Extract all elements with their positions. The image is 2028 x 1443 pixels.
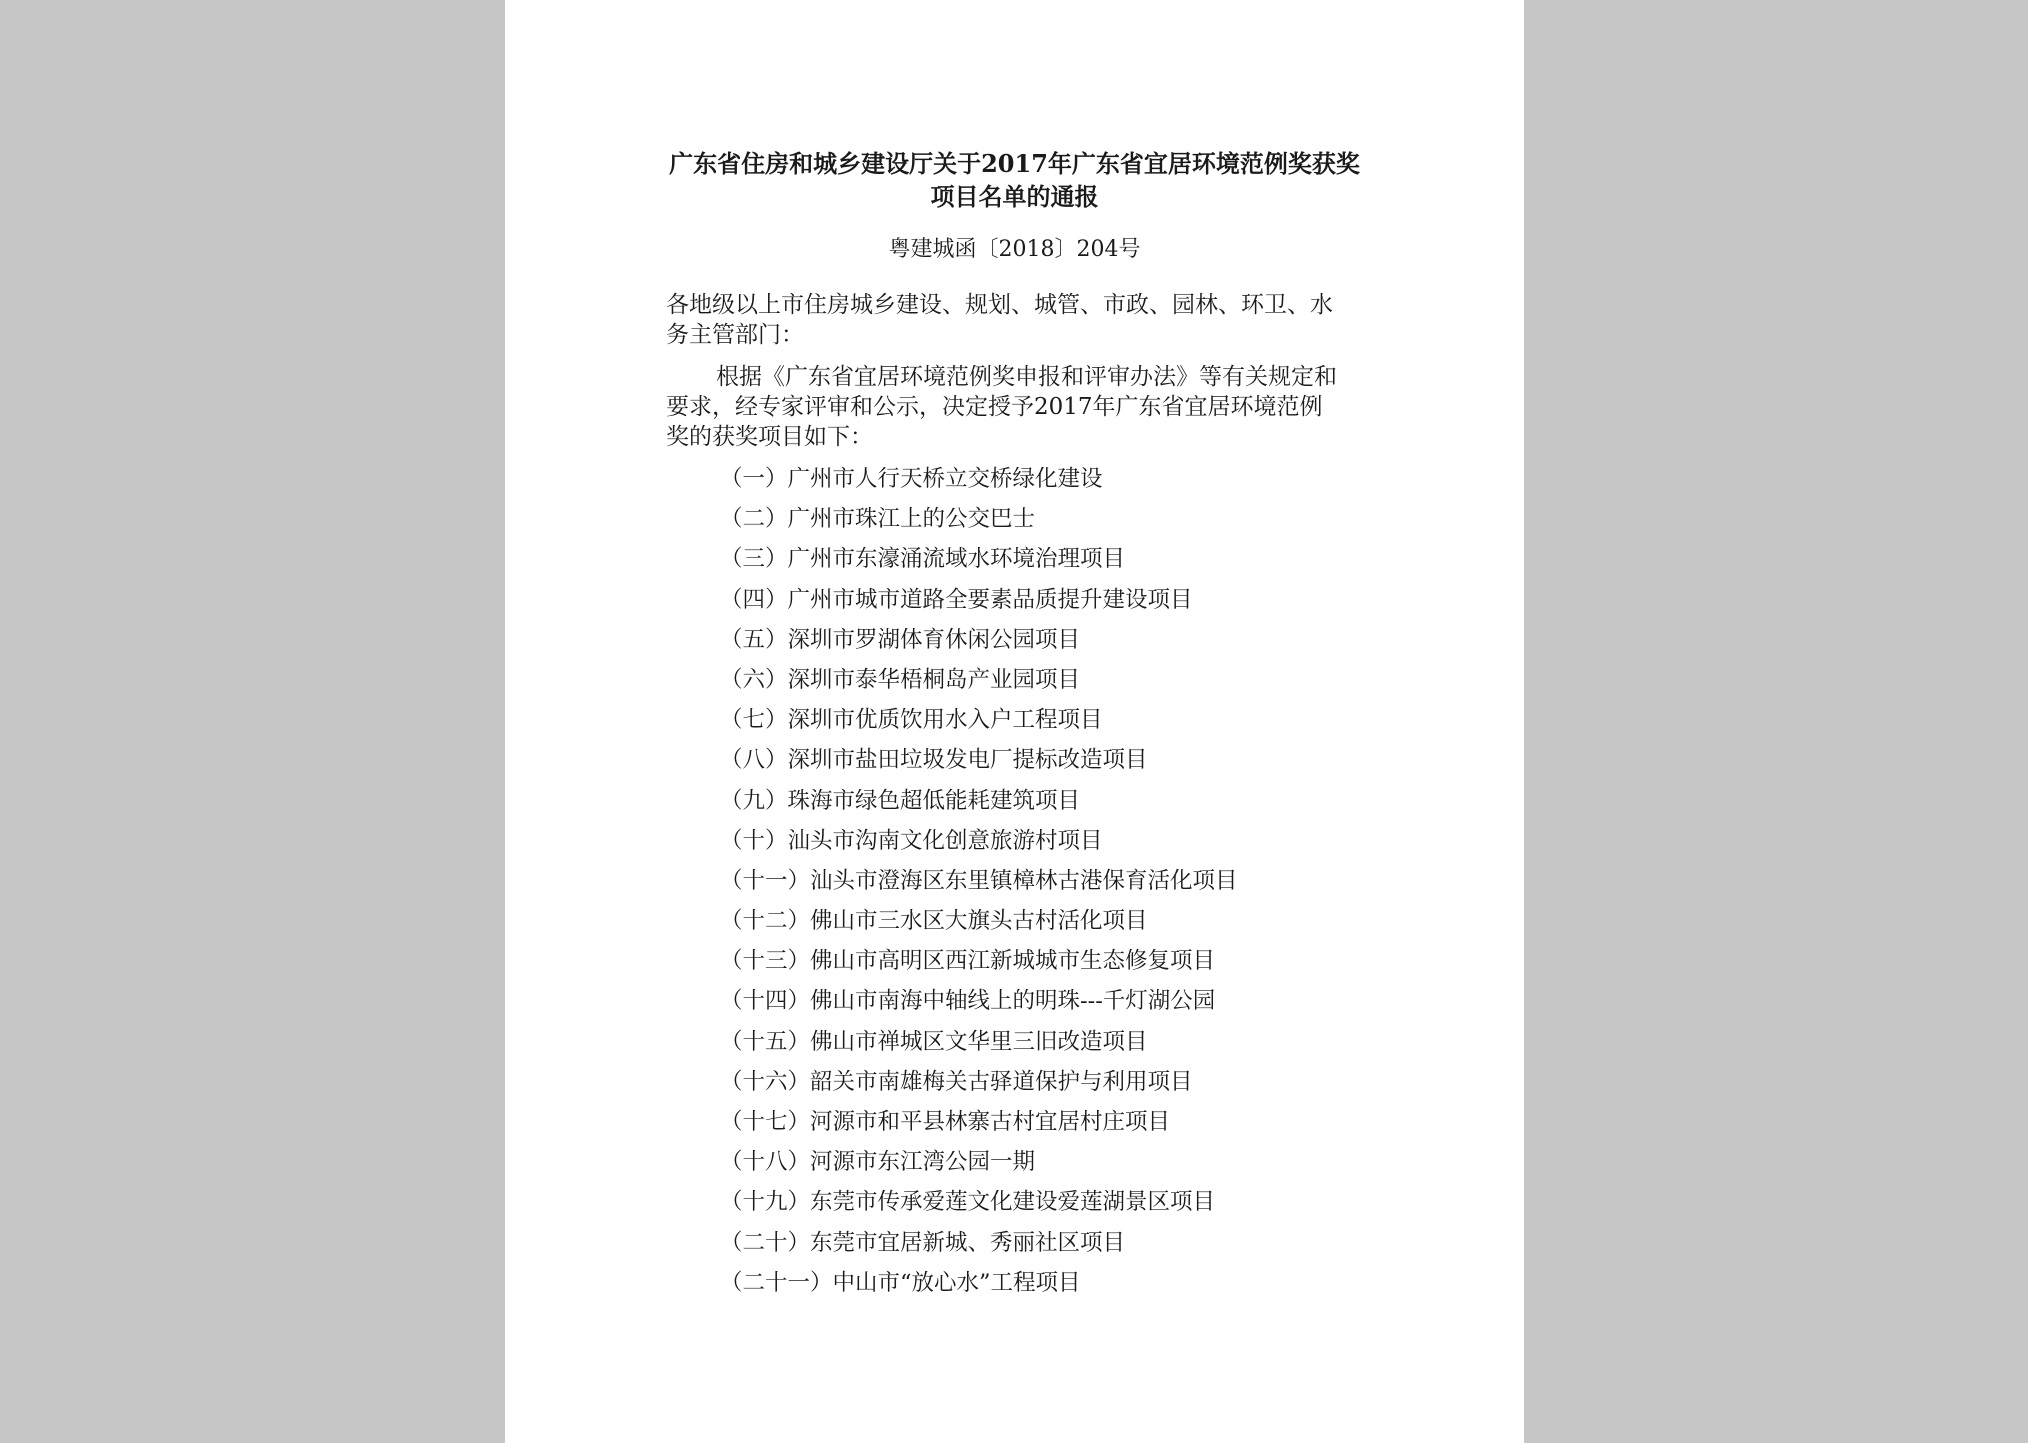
body-paragraph-line-2: 要求，经专家评审和公示，决定授予2017年广东省宜居环境范例 <box>666 394 1323 420</box>
list-item: （五）深圳市罗湖体育休闲公园项目 <box>720 626 1081 653</box>
list-item: （十九）东莞市传承爱莲文化建设爱莲湖景区项目 <box>720 1189 1216 1216</box>
body-paragraph-line-3: 奖的获奖项目如下： <box>666 424 873 450</box>
list-item: （十一）汕头市澄海区东里镇樟林古港保育活化项目 <box>720 867 1238 894</box>
award-project-list <box>720 463 1238 1307</box>
list-item: （十七）河源市和平县林寨古村宜居村庄项目 <box>720 1109 1171 1135</box>
document-title-line-1: 广东省住房和城乡建设厅关于2017年广东省宜居环境范例奖获奖 <box>669 149 1360 178</box>
document-page <box>505 0 1524 1443</box>
list-item: （十）汕头市沟南文化创意旅游村项目 <box>720 827 1103 854</box>
list-item: （十三）佛山市高明区西江新城城市生态修复项目 <box>720 948 1216 975</box>
list-item: （八）深圳市盐田垃圾发电厂提标改造项目 <box>720 747 1148 774</box>
document-number: 粤建城函〔2018〕204号 <box>888 237 1141 262</box>
list-item: （十四）佛山市南海中轴线上的明珠---千灯湖公园 <box>720 988 1216 1015</box>
list-item: （二十）东莞市宜居新城、秀丽社区项目 <box>720 1229 1126 1256</box>
list-item: （十八）河源市东江湾公园一期 <box>720 1149 1036 1176</box>
list-item: （四）广州市城市道路全要素品质提升建设项目 <box>720 586 1193 613</box>
salutation-line-1: 各地级以上市住房城乡建设、规划、城管、市政、园林、环卫、水 <box>666 292 1333 318</box>
list-item: （二十一）中山市“放心水”工程项目 <box>720 1269 1081 1296</box>
list-item: （三）广州市东濠涌流域水环境治理项目 <box>720 546 1126 573</box>
list-item: （九）珠海市绿色超低能耗建筑项目 <box>720 787 1081 814</box>
list-item: （十五）佛山市禅城区文华里三旧改造项目 <box>720 1028 1148 1055</box>
list-item: （六）深圳市泰华梧桐岛产业园项目 <box>720 666 1081 693</box>
document-title-line-2: 项目名单的通报 <box>930 182 1099 211</box>
list-item: （二）广州市珠江上的公交巴士 <box>720 506 1036 533</box>
list-item: （七）深圳市优质饮用水入户工程项目 <box>720 707 1103 734</box>
list-item: （十六）韶关市南雄梅关古驿道保护与利用项目 <box>720 1068 1193 1095</box>
list-item: （十二）佛山市三水区大旗头古村活化项目 <box>720 908 1148 935</box>
salutation-line-2: 务主管部门： <box>666 322 804 348</box>
body-paragraph-line-1: 根据《广东省宜居环境范例奖申报和评审办法》等有关规定和 <box>716 364 1337 390</box>
list-item: （一）广州市人行天桥立交桥绿化建设 <box>720 466 1103 492</box>
